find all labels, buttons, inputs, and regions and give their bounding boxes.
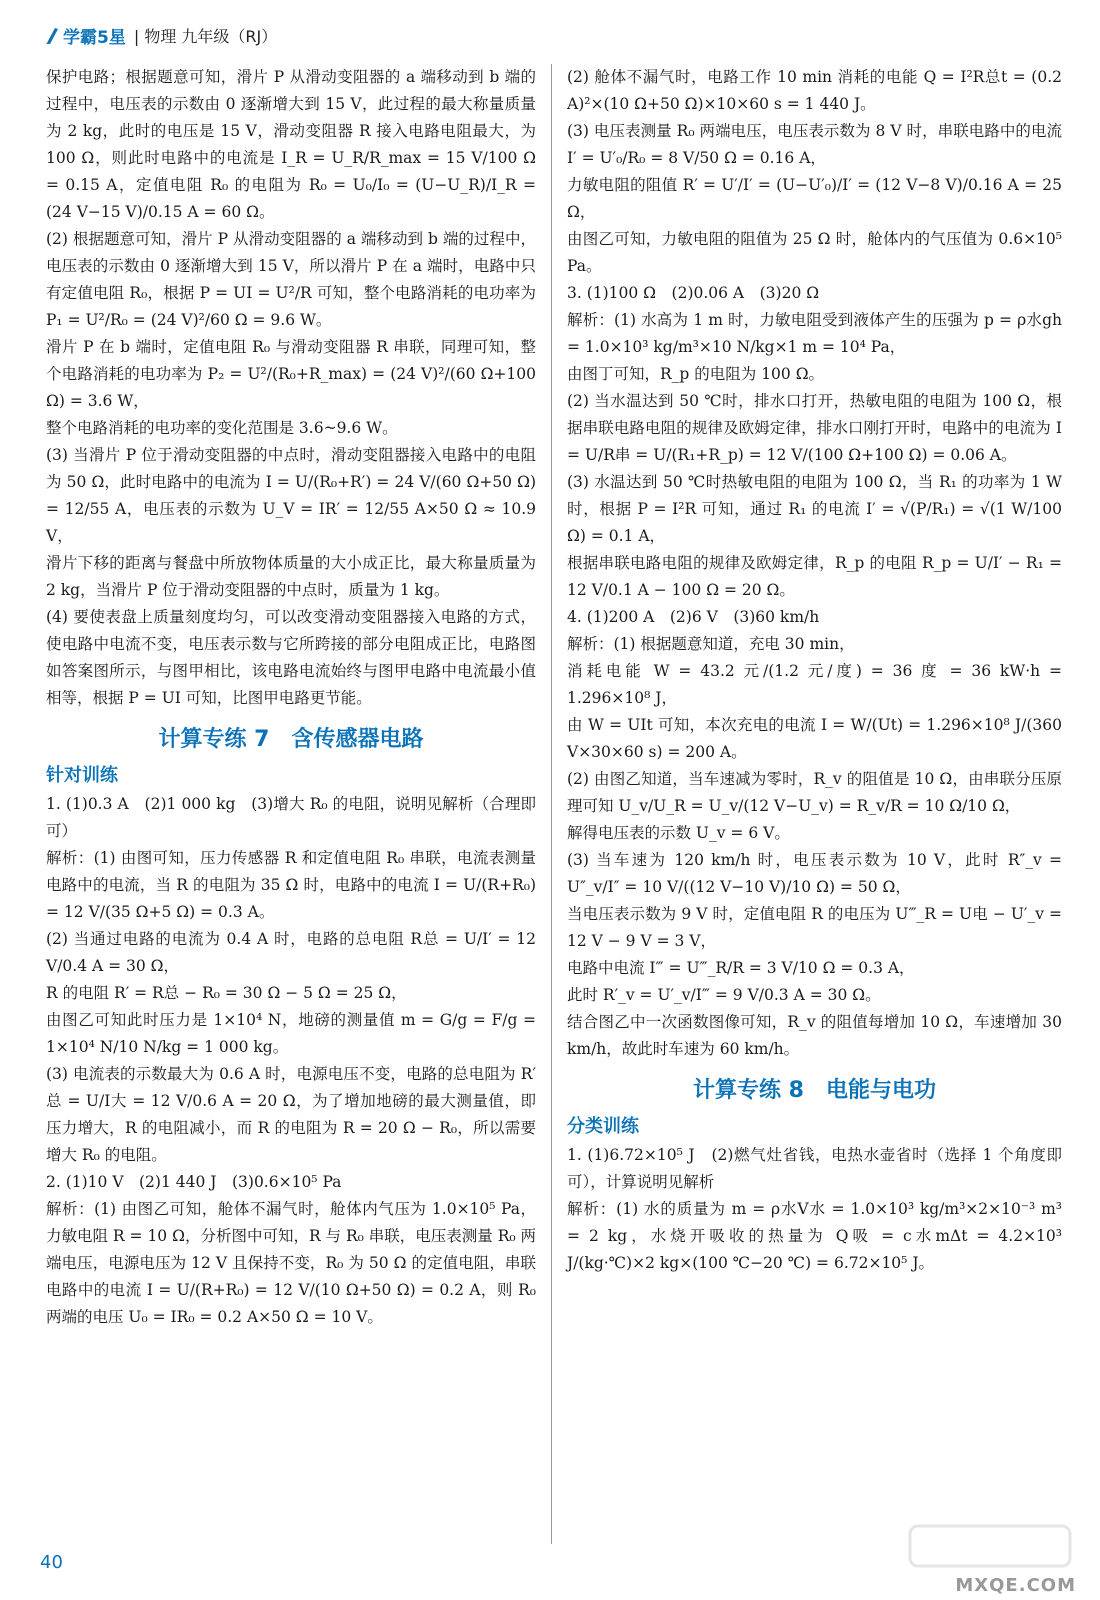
paragraph: 由图丁可知，R_p 的电阻为 100 Ω。 [567, 365, 825, 383]
watermark-text: MXQE.COM [955, 1575, 1076, 1596]
paragraph: (2) 根据题意可知，滑片 P 从滑动变阻器的 a 端移动到 b 端的过程中，电压表的示数由 0 逐渐增大到 15 V，所以滑片 P 在 a 端时，电路中只有定值电阻 R₀，根据 P = UI = U²/R 可知，整个电路消耗的电功率为 P₁ = U²/R₀ = (24 V)²/60 Ω = 9.6 W。 [46, 230, 536, 329]
paragraph: 解析：(1) 水高为 1 m 时，力敏电阻受到液体产生的压强为 p = ρ水gh = 1.0×10³ kg/m³×10 N/kg×1 m = 10⁴ Pa， [567, 311, 1062, 356]
answer-line: 1. (1)0.3 A (2)1 000 kg (3)增大 R₀ 的电阻，说明见解析（合理即可） [46, 795, 536, 840]
paragraph: 保护电路；根据题意可知，滑片 P 从滑动变阻器的 a 端移动到 b 端的过程中，电压表的示数由 0 逐渐增大到 15 V，此过程的最大称量质量为 2 kg，此时的电压是 15 V，滑动变阻器 R 接入电路电阻最大，为 100 Ω，则此时电路中的电流是 I_R = U_R/R_max = 15 V/100 Ω = 0.15 A，定值电阻 R₀ 的电阻为 R₀ = U₀/I₀ = (U−U_R)/I_R = (24 V−15 V)/0.15 A = 60 Ω。 [46, 68, 536, 221]
paragraph: (2) 当水温达到 50 ℃时，排水口打开，热敏电阻的电阻为 100 Ω，根据串联电路电阻的规律及欧姆定律，排水口刚打开时，电路中的电流为 I = U/R串 = U/(R₁+R_p) = 12 V/(100 Ω+100 Ω) = 0.06 A。 [567, 392, 1062, 464]
paragraph: (3) 电流表的示数最大为 0.6 A 时，电源电压不变，电路的总电阻为 R′总 = U/I大 = 12 V/0.6 A = 20 Ω，为了增加地磅的最大测量值，即压力增大，R 的电阻减小，而 R 的电阻为 R = 20 Ω − R₀，所以需要增大 R₀ 的电阻。 [46, 1065, 536, 1164]
paragraph: 整个电路消耗的电功率的变化范围是 3.6~9.6 W。 [46, 419, 398, 437]
paragraph: 消耗电能 W = 43.2 元/(1.2 元/度) = 36 度 = 36 kW·h = 1.296×10⁸ J， [567, 662, 1062, 707]
paragraph: 滑片下移的距离与餐盘中所放物体质量的大小成正比，最大称量质量为 2 kg，当滑片 P 位于滑动变阻器的中点时，质量为 1 kg。 [46, 554, 536, 599]
paragraph: 此时 R′_v = U′_v/I‴ = 9 V/0.3 A = 30 Ω。 [567, 986, 881, 1004]
paragraph: 由图乙可知，力敏电阻的阻值为 25 Ω 时，舱体内的气压值为 0.6×10⁵ Pa。 [567, 230, 1062, 275]
paragraph: 由 W = UIt 可知，本次充电的电流 I = W/(Ut) = 1.296×10⁸ J/(360 V×30×60 s) = 200 A。 [567, 716, 1062, 761]
paragraph: 解析：(1) 由图可知，压力传感器 R 和定值电阻 R₀ 串联，电流表测量电路中的电流，当 R 的电阻为 35 Ω 时，电路中的电流 I = U/(R+R₀) = 12 V/(35 Ω+5 Ω) = 0.3 A。 [46, 849, 536, 921]
section-title: 计算专练 8 电能与电功 [693, 1078, 936, 1103]
subject-label: | 物理 九年级（RJ） [133, 26, 278, 46]
paragraph: (2) 舱体不漏气时，电路工作 10 min 消耗的电能 Q = I²R总t = (0.2 A)²×(10 Ω+50 Ω)×10×60 s = 1 440 J。 [567, 68, 1062, 113]
subsection-title: 分类训练 [567, 1116, 639, 1137]
paragraph: 当电压表示数为 9 V 时，定值电阻 R 的电压为 U‴_R = U电 − U′_v = 12 V − 9 V = 3 V， [567, 905, 1062, 950]
section-title: 计算专练 7 含传感器电路 [158, 727, 424, 752]
paragraph: 解析：(1) 根据题意知道，充电 30 min， [567, 635, 855, 653]
paragraph: 解析：(1) 水的质量为 m = ρ水V水 = 1.0×10³ kg/m³×2×10⁻³ m³ = 2 kg，水烧开吸收的热量为 Q吸 = c水mΔt = 4.2×10³ J/(kg·℃)×2 kg×(100 ℃−20 ℃) = 6.72×10⁵ J。 [567, 1200, 1062, 1272]
answer-line: 1. (1)6.72×10⁵ J (2)燃气灶省钱，电热水壶省时（选择 1 个角度即可），计算说明见解析 [567, 1146, 1062, 1191]
paragraph: (3) 水温达到 50 ℃时热敏电阻的电阻为 100 Ω，当 R₁ 的功率为 1 W 时，根据 P = I²R 可知，通过 R₁ 的电流 I′ = √(P/R₁) = √(1 W/100 Ω) = 0.1 A， [567, 473, 1062, 545]
paragraph: (3) 当车速为 120 km/h 时，电压表示数为 10 V，此时 R″_v = U″_v/I″ = 10 V/((12 V−10 V)/10 Ω) = 50 Ω， [567, 851, 1062, 896]
paragraph: 结合图乙中一次函数图像可知，R_v 的阻值每增加 10 Ω，车速增加 30 km/h，故此时车速为 60 km/h。 [567, 1013, 1062, 1058]
answer-line: 2. (1)10 V (2)1 440 J (3)0.6×10⁵ Pa [46, 1173, 342, 1191]
page-number: 40 [40, 1552, 63, 1573]
paragraph: (4) 要使表盘上质量刻度均匀，可以改变滑动变阻器接入电路的方式，使电路中电流不变，电压表示数与它所跨接的部分电阻成正比，电路图如答案图所示，与图甲相比，该电路电流始终与图甲电路中电流最小值相等，根据 P = UI 可知，比图甲电路更节能。 [46, 608, 536, 707]
paragraph: (2) 由图乙知道，当车速减为零时，R_v 的阻值是 10 Ω，由串联分压原理可知 U_v/U_R = U_v/(12 V−U_v) = R_v/R = 10 Ω/10 Ω， [567, 770, 1062, 815]
right-column [567, 64, 1062, 1277]
brand-name: 学霸5星 [63, 27, 126, 48]
answer-line: 3. (1)100 Ω (2)0.06 A (3)20 Ω [567, 284, 820, 302]
column-divider [551, 64, 552, 1544]
paragraph: 解得电压表的示数 U_v = 6 V。 [567, 824, 790, 842]
paragraph: 根据串联电路电阻的规律及欧姆定律，R_p 的电阻 R_p = U/I′ − R₁ = 12 V/0.1 A − 100 Ω = 20 Ω。 [567, 554, 1062, 599]
paragraph: (3) 电压表测量 R₀ 两端电压，电压表示数为 8 V 时，串联电路中的电流 I′ = U′₀/R₀ = 8 V/50 Ω = 0.16 A， [567, 122, 1062, 167]
paragraph: 由图乙可知此时压力是 1×10⁴ N，地磅的测量值 m = G/g = F/g = 1×10⁴ N/10 N/kg = 1 000 kg。 [46, 1011, 536, 1056]
pen-icon [44, 25, 60, 45]
paragraph: R 的电阻 R′ = R总 − R₀ = 30 Ω − 5 Ω = 25 Ω， [46, 984, 407, 1002]
page-header [44, 22, 277, 48]
subsection-title: 针对训练 [46, 765, 118, 786]
paragraph: 力敏电阻的阻值 R′ = U′/I′ = (U−U′₀)/I′ = (12 V−8 V)/0.16 A = 25 Ω， [567, 176, 1062, 221]
left-column [46, 64, 536, 1331]
paragraph: 解析：(1) 由图乙可知，舱体不漏气时，舱体内气压为 1.0×10⁵ Pa，力敏电阻 R = 10 Ω，分析图中可知，R 与 R₀ 串联，电压表测量 R₀ 两端电压，电源电压为 12 V 且保持不变，R₀ 为 50 Ω 的定值电阻，串联电路中的电流 I = U/(R+R₀) = 12 V/(10 Ω+50 Ω) = 0.2 A，则 R₀ 两端的电压 U₀ = IR₀ = 0.2 A×50 Ω = 10 V。 [46, 1200, 537, 1326]
paragraph: 电路中电流 I‴ = U‴_R/R = 3 V/10 Ω = 0.3 A， [567, 959, 915, 977]
paragraph: (2) 当通过电路的电流为 0.4 A 时，电路的总电阻 R总 = U/I′ = 12 V/0.4 A = 30 Ω， [46, 930, 536, 975]
brand-logo [44, 23, 126, 48]
paragraph: 滑片 P 在 b 端时，定值电阻 R₀ 与滑动变阻器 R 串联，同理可知，整个电路消耗的电功率为 P₂ = U²/(R₀+R_max) = (24 V)²/(60 Ω+100 Ω) = 3.6 W， [46, 338, 536, 410]
answer-line: 4. (1)200 A (2)6 V (3)60 km/h [567, 608, 820, 626]
paragraph: (3) 当滑片 P 位于滑动变阻器的中点时，滑动变阻器接入电路中的电阻为 50 Ω，此时电路中的电流为 I = U/(R₀+R′) = 24 V/(60 Ω+50 Ω) = 12/55 A，电压表的示数为 U_V = IR′ = 12/55 A×50 Ω ≈ 10.9 V， [46, 446, 536, 545]
